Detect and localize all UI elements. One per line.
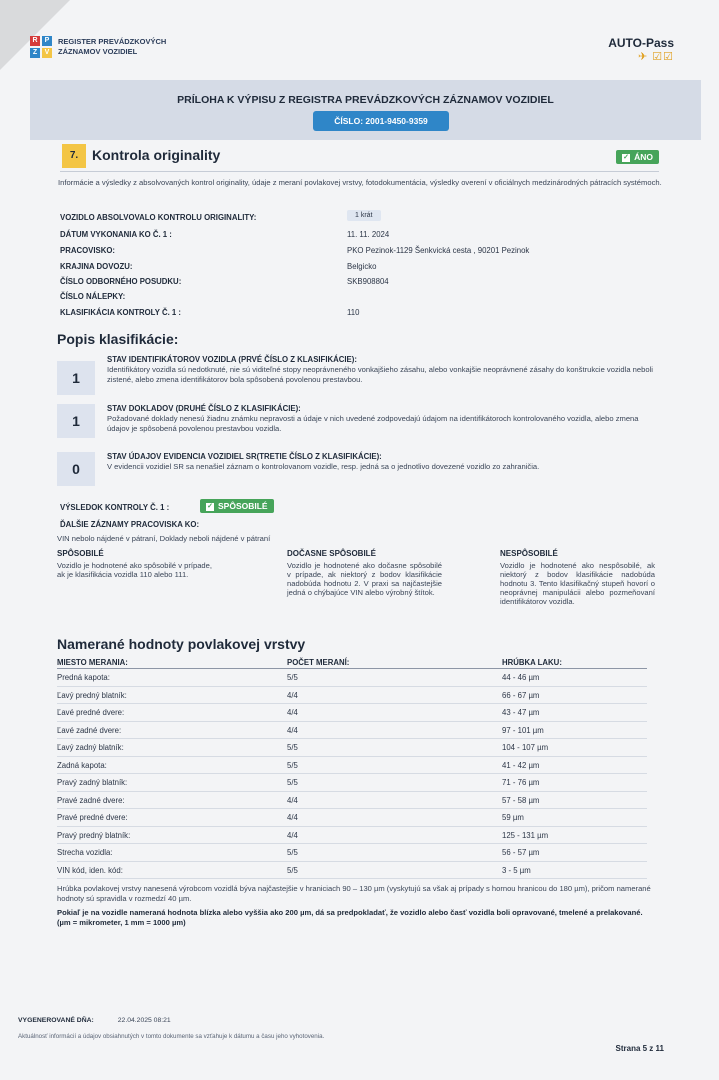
banner-title: PRÍLOHA K VÝPISU Z REGISTRA PREVÁDZKOVÝCH ZÁZNAMOV VOZIDIEL xyxy=(177,94,554,106)
logo-line1: REGISTER PREVÁDZKOVÝCH xyxy=(58,37,167,46)
classification-heading: Popis klasifikácie: xyxy=(57,331,179,347)
column-header: MIESTO MERANIA: xyxy=(57,658,128,667)
detail-value: SKB908804 xyxy=(347,277,389,286)
verdict-text: Vozidlo je hodnotené ako dočasne spôsobilé v prípade, ak niektorý z bodov klasifikácie nadobúda hodnotu 2. V praxi sa najčastejšie jedná o chýbajúce VIN alebo výrobný štítok. xyxy=(287,561,442,597)
cell: 43 - 47 µm xyxy=(502,708,540,717)
cell: 4/4 xyxy=(287,830,298,840)
verdict-title: SPÔSOBILÉ xyxy=(57,549,104,558)
classification-text: V evidencii vozidiel SR sa nenašiel záznam o kontrolovanom vozidle, resp. jedná sa o jednotlivo dovezené vozidlo zo zahraničia. xyxy=(107,462,540,471)
cell: Pravý predný blatník: xyxy=(57,830,131,840)
detail-label: VOZIDLO ABSOLVOVALO KONTROLU ORIGINALITY: xyxy=(60,213,257,222)
section-number: 7. xyxy=(62,144,86,168)
count-pill: 1 krát xyxy=(347,210,381,221)
classification-text: Identifikátory vozidla sú nedotknuté, nie sú viditeľné stopy neoprávneného vonkajšieho zásahu, alebo vonkajšie neoprávnené zásahy do konštrukcie vozidla neboli zistené, alebo zmena identifikátorov bola spôsobená povolenou prestavbou. xyxy=(107,365,653,384)
detail-label: KLASIFIKÁCIA KONTROLY Č. 1 : xyxy=(60,308,182,317)
title-banner xyxy=(30,80,701,140)
cell: 5/5 xyxy=(287,778,298,787)
cell: 4/4 xyxy=(287,725,298,735)
verdict-column xyxy=(287,549,442,597)
cell: Pravé zadné dvere: xyxy=(57,795,125,805)
classification-item xyxy=(57,355,659,400)
cell: Pravé predné dvere: xyxy=(57,813,128,822)
generated-value: 22.04.2025 08:21 xyxy=(117,1017,171,1024)
table-row xyxy=(57,792,647,810)
result-badge xyxy=(200,499,274,513)
column-header: POČET MERANÍ: xyxy=(287,658,350,667)
detail-value: Belgicko xyxy=(347,262,377,271)
cell: 56 - 57 µm xyxy=(502,848,540,857)
table-row xyxy=(57,669,647,687)
logo-grid-icon xyxy=(30,36,52,58)
table-row xyxy=(57,827,647,845)
cell: Predná kapota: xyxy=(57,673,110,682)
table-header xyxy=(57,657,647,669)
table-row xyxy=(57,862,647,880)
cell: Strecha vozidla: xyxy=(57,848,113,857)
cell: 4/4 xyxy=(287,708,298,717)
classification-item xyxy=(57,404,659,442)
section-title: Kontrola originality xyxy=(92,147,221,163)
detail-value: 110 xyxy=(347,308,360,317)
cell: 5/5 xyxy=(287,760,298,770)
autopass-title: AUTO-Pass xyxy=(608,36,674,50)
cell: 41 - 42 µm xyxy=(502,760,540,770)
table-row xyxy=(57,757,647,775)
autopass-logo xyxy=(608,36,674,63)
actuality-note: Aktuálnosť informácií a údajov obsiahnutých v tomto dokumente sa vzťahuje k dátumu a času jeho vyhotovenia. xyxy=(18,1033,325,1040)
measurements-heading: Namerané hodnoty povlakovej vrstvy xyxy=(57,636,306,652)
badge-label: ÁNO xyxy=(634,152,653,162)
classification-number: 1 xyxy=(57,361,95,395)
check-icon: ✓ xyxy=(207,502,213,510)
classification-title: STAV ÚDAJOV EVIDENCIA VOZIDIEL SR(TRETIE ČÍSLO Z KLASIFIKÁCIE): xyxy=(107,452,382,461)
page-number: Strana 5 z 11 xyxy=(615,1044,664,1053)
table-row xyxy=(57,704,647,722)
cell: Ľavé predné dvere: xyxy=(57,708,125,717)
badge-label: SPÔSOBILÉ xyxy=(218,501,268,511)
cell: 5/5 xyxy=(287,673,298,682)
divider xyxy=(60,171,659,172)
cell: 5/5 xyxy=(287,743,298,752)
logo-line2: ZÁZNAMOV VOZIDIEL xyxy=(58,47,138,56)
cell: 3 - 5 µm xyxy=(502,865,531,875)
thickness-note: Hrúbka povlakovej vrstvy nanesená výrobcom vozidlá býva najčastejšie v hraniciach 90 – 130 µm (vyskytujú sa však aj prípady s hornou hranicou do 180 µm), pričom namerané hodnoty sú spravidla v rozmedzí 40 µm. xyxy=(57,884,651,903)
table-row xyxy=(57,844,647,862)
header xyxy=(30,36,674,72)
detail-value: PKO Pezinok-1129 Šenkvická cesta , 90201 Pezinok xyxy=(347,246,530,255)
cell: Zadná kapota: xyxy=(57,760,107,770)
check-icon: ✓ xyxy=(623,153,630,161)
table-row xyxy=(57,739,647,757)
logo-letter: Z xyxy=(30,48,40,58)
warning-note: Pokiaľ je na vozidle nameraná hodnota blízka alebo vyššia ako 200 µm, dá sa predpokladať, že vozidlo alebo časť vozidla boli opravované, tmelené a prelakované. (µm = mikrometer, 1 mm = 1000 µm) xyxy=(57,908,643,927)
rpzv-logo xyxy=(30,36,166,58)
column-header: HRÚBKA LAKU: xyxy=(502,658,562,667)
document-number: ČÍSLO: 2001-9450-9359 xyxy=(313,111,449,131)
classification-number: 0 xyxy=(57,452,95,486)
cell: 44 - 46 µm xyxy=(502,673,540,682)
cell: 4/4 xyxy=(287,690,298,700)
verdict-text: Vozidlo je hodnotené ako nespôsobilé, ak niektorý z bodov klasifikácie nadobúda hodnotu 3. Tento klasifikačný stupeň hovorí o neoprávnej manipulácii alebo pozmeňovaní identifikátorov vozidla. xyxy=(500,561,655,606)
cell: Ľavý predný blatník: xyxy=(57,690,127,700)
section-intro: Informácie a výsledky z absolvovaných kontrol originality, údaje z meraní povlakovej vrstvy, fotodokumentácia, výsledky overení v oficiálnych medzinárodných pátracích systémoch. xyxy=(58,178,662,187)
cell: 57 - 58 µm xyxy=(502,795,540,805)
classification-title: STAV DOKLADOV (DRUHÉ ČÍSLO Z KLASIFIKÁCIE): xyxy=(107,404,301,413)
cell: 66 - 67 µm xyxy=(502,690,540,700)
measurements-table xyxy=(57,657,647,879)
detail-label: PRACOVISKO: xyxy=(60,246,116,255)
generated-info xyxy=(18,1017,171,1024)
classification-number: 1 xyxy=(57,404,95,438)
table-row xyxy=(57,722,647,740)
detail-value xyxy=(347,210,381,221)
cell: 4/4 xyxy=(287,795,298,805)
cell: 4/4 xyxy=(287,813,298,822)
logo-letter: V xyxy=(42,48,52,58)
classification-title: STAV IDENTIFIKÁTOROV VOZIDLA (PRVÉ ČÍSLO Z KLASIFIKÁCIE): xyxy=(107,355,357,364)
cell: 5/5 xyxy=(287,848,298,857)
other-records-value: VIN nebolo nájdené v pátraní, Doklady neboli nájdené v pátraní xyxy=(57,534,271,543)
result-label: VÝSLEDOK KONTROLY Č. 1 : xyxy=(60,503,170,512)
table-row xyxy=(57,809,647,827)
cell: 97 - 101 µm xyxy=(502,725,544,735)
other-records-label: ĎALŠIE ZÁZNAMY PRACOVISKA KO: xyxy=(60,520,200,529)
cell: 71 - 76 µm xyxy=(502,778,540,787)
autopass-icons: ✈ ☑☑ xyxy=(638,51,674,63)
verdict-column xyxy=(500,549,655,606)
cell: 59 µm xyxy=(502,813,524,822)
cell: VIN kód, iden. kód: xyxy=(57,865,123,875)
detail-label: DÁTUM VYKONANIA KO Č. 1 : xyxy=(60,230,172,239)
cell: Ľavé zadné dvere: xyxy=(57,725,122,735)
cell: 5/5 xyxy=(287,865,298,875)
generated-label: VYGENEROVANÉ DŇA: xyxy=(18,1017,94,1024)
classification-text: Požadované doklady nenesú žiadnu známku nepravosti a údaje v nich uvedené zodpovedajú údajom na identifikátoroch kontrolovaného vozidla, alebo zmena údajov je spôsobená povolenou prestavbou vozidla. xyxy=(107,414,639,433)
section-status-badge xyxy=(616,150,659,164)
cell: Ľavý zadný blatník: xyxy=(57,743,124,752)
verdict-title: NESPÔSOBILÉ xyxy=(500,549,558,558)
table-row xyxy=(57,774,647,792)
cell: 104 - 107 µm xyxy=(502,743,549,752)
detail-value: 11. 11. 2024 xyxy=(347,230,390,239)
logo-letter: P xyxy=(42,36,52,46)
cell: 125 - 131 µm xyxy=(502,830,549,840)
table-row xyxy=(57,687,647,705)
detail-label: KRAJINA DOVOZU: xyxy=(60,262,133,271)
verdict-column xyxy=(57,549,212,579)
detail-label: ČÍSLO ODBORNÉHO POSUDKU: xyxy=(60,277,182,286)
cell: Pravý zadný blatník: xyxy=(57,778,128,787)
detail-label: ČÍSLO NÁLEPKY: xyxy=(60,292,126,301)
section-header xyxy=(60,144,659,168)
verdict-text: Vozidlo je hodnotené ako spôsobilé v prípade, ak je klasifikácia vozidla 110 alebo 111. xyxy=(57,561,212,579)
classification-item xyxy=(57,452,659,490)
logo-text xyxy=(58,37,166,57)
verdict-title: DOČASNE SPÔSOBILÉ xyxy=(287,549,376,558)
logo-letter: R xyxy=(30,36,40,46)
